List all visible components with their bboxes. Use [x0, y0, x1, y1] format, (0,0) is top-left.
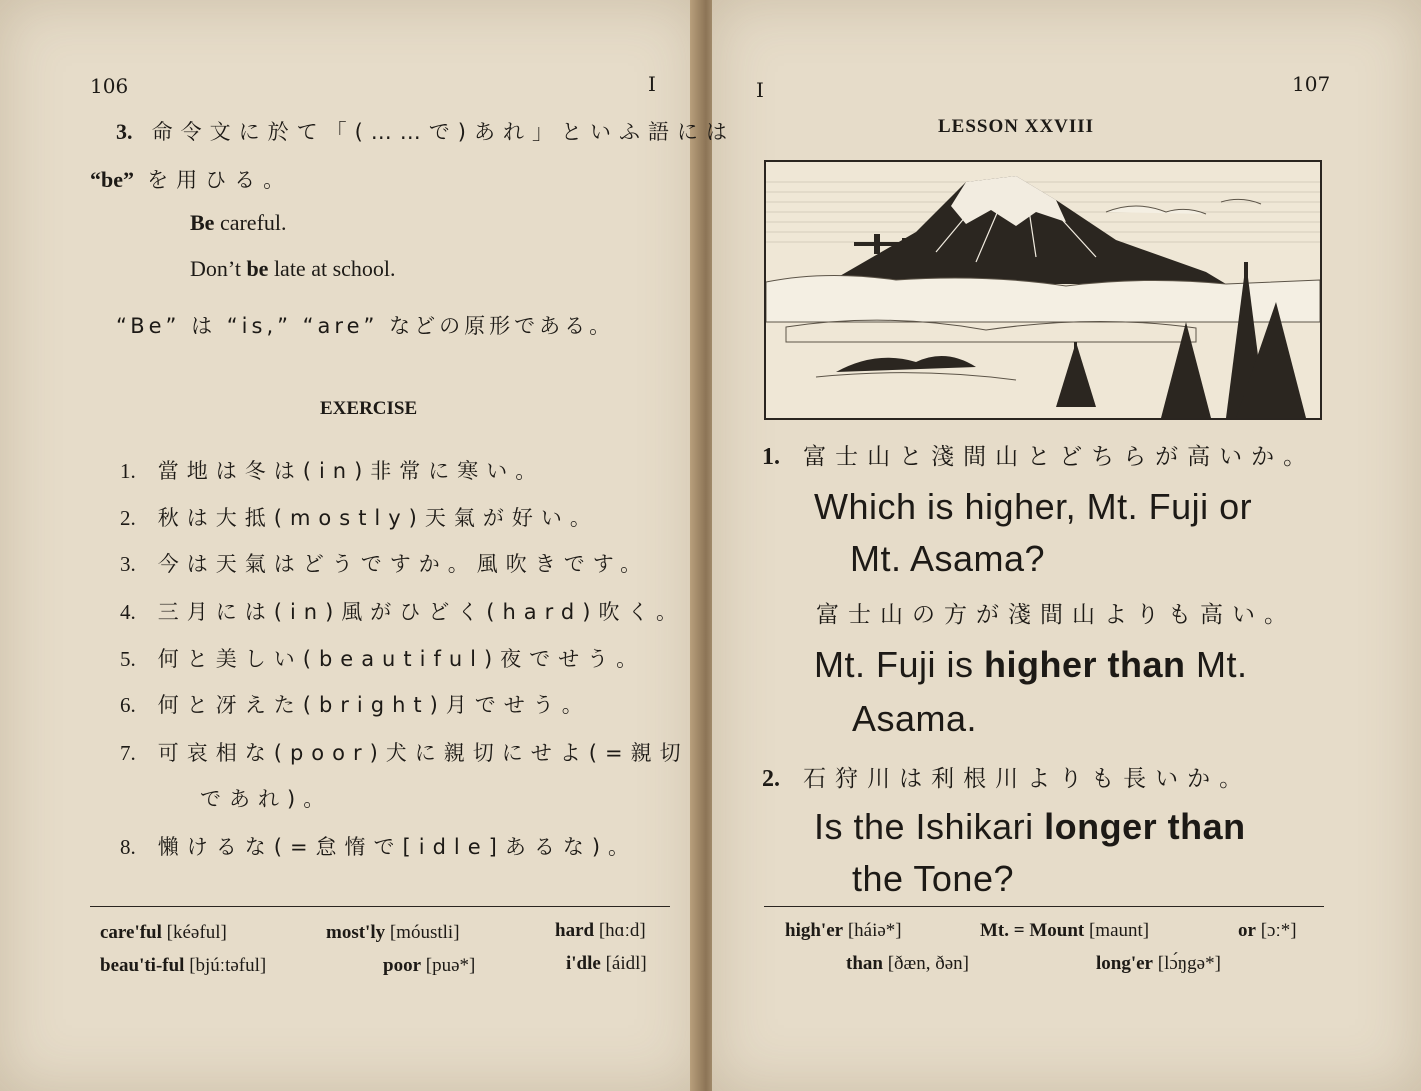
answer-bold: higher than — [984, 644, 1186, 685]
vocab-pron: [ɔː*] — [1260, 920, 1297, 941]
vocab-word: care'ful — [100, 922, 162, 943]
item-1-question-en-1: Which is higher, Mt. Fuji or — [814, 486, 1253, 527]
vocab-word: beau'ti-ful — [100, 955, 185, 976]
vocab-entry — [383, 955, 475, 977]
item-1-question-en-2: Mt. Asama? — [850, 538, 1046, 579]
section-number: 3. — [116, 119, 133, 144]
item-number: 3. — [120, 552, 136, 576]
item-2-question-en-2: the Tone? — [852, 858, 1014, 899]
vocab-entry — [785, 920, 902, 942]
vocab-word: most'ly — [326, 922, 386, 943]
item-2-question-en-1 — [814, 806, 1246, 848]
vocab-entry — [980, 920, 1149, 942]
vocab-pron: [háiə*] — [847, 920, 902, 941]
vocab-entry — [1096, 953, 1221, 975]
vocab-pron: [maunt] — [1088, 920, 1150, 941]
item-number: 4. — [120, 600, 136, 624]
item-2-question-jp — [762, 760, 1251, 793]
exercise-item — [120, 455, 544, 485]
item-number: 2. — [762, 766, 780, 792]
vocab-pron: [áidl] — [605, 953, 647, 974]
section-3-line2 — [90, 164, 292, 194]
exercise-item — [120, 643, 645, 673]
item-1-question-jp — [762, 438, 1315, 471]
lesson-title: LESSON XXVIII — [938, 116, 1095, 137]
item-number: 1. — [120, 459, 136, 483]
right-running-head: I — [756, 78, 764, 102]
example-2-post: late at school. — [273, 256, 396, 281]
item-1-answer-en-2: Asama. — [852, 698, 978, 739]
vocab-entry — [1238, 920, 1297, 942]
vocab-word: poor — [383, 955, 421, 976]
exercise-item — [120, 596, 685, 626]
right-page-number: 107 — [1292, 72, 1331, 96]
vocab-word: or — [1238, 920, 1256, 941]
item-text: 何と冴えた(bright)月でせう。 — [157, 693, 591, 717]
exercise-item — [120, 831, 637, 861]
question-pre: Is the Ishikari — [814, 806, 1034, 847]
be-note: “Be” は “is,” “are” などの原形である。 — [116, 314, 615, 338]
vocab-pron: [móustli] — [389, 922, 460, 943]
vocab-entry — [555, 920, 646, 942]
vocab-entry — [100, 922, 227, 944]
exercise-item — [120, 737, 689, 767]
exercise-item — [120, 548, 649, 578]
item-text: 何と美しい(beautiful)夜でせう。 — [157, 647, 646, 671]
item-number: 6. — [120, 693, 136, 717]
item-1-answer-en-1 — [814, 644, 1248, 686]
vocab-word: hard — [555, 920, 595, 941]
vocab-pron: [puə*] — [425, 955, 476, 976]
exercise-item — [120, 502, 599, 532]
item-number: 8. — [120, 835, 136, 859]
vocab-word: long'er — [1096, 953, 1153, 974]
example-1 — [190, 210, 287, 236]
vocab-word: than — [846, 953, 883, 974]
vocab-entry — [566, 953, 647, 975]
item-number: 1. — [762, 444, 780, 470]
footnote-rule — [764, 906, 1324, 907]
vocab-pron: [bjúːtəful] — [189, 955, 267, 976]
vocab-word: Mt. = Mount — [980, 920, 1085, 941]
vocab-entry — [100, 955, 266, 977]
vocab-word: i'dle — [566, 953, 601, 974]
item-text: 秋は大抵(mostly)天氣が好い。 — [157, 506, 599, 530]
item-text: 石狩川は利根川よりも長いか。 — [803, 766, 1252, 792]
answer-pre: Mt. Fuji is — [814, 644, 974, 685]
item-text: 可哀相な(poor)犬に親切にせよ(=親切 — [157, 741, 689, 765]
be-explanation: を用ひる。 — [147, 168, 293, 192]
answer-post: Mt. — [1196, 644, 1248, 685]
item-text: 今は天氣はどうですか。風吹きです。 — [157, 552, 650, 576]
item-number: 2. — [120, 506, 136, 530]
item-1-answer-jp: 富士山の方が淺間山よりも高い。 — [816, 602, 1296, 628]
vocab-pron: [lɔ́ŋgə*] — [1157, 953, 1221, 974]
left-page-number: 106 — [90, 74, 129, 98]
section-3-line1 — [116, 116, 735, 146]
exercise-heading: EXERCISE — [320, 398, 418, 419]
vocab-word: high'er — [785, 920, 844, 941]
item-number: 5. — [120, 647, 136, 671]
item-text: 懶けるな(=怠惰で[idle]あるな)。 — [157, 835, 638, 859]
section-text: 命令文に於て「(……で)あれ」といふ語には — [151, 120, 735, 144]
example-2-pre: Don’t — [190, 256, 241, 281]
example-2-bold: be — [246, 256, 269, 281]
be-quote: “be” — [90, 167, 134, 192]
vocab-entry — [846, 953, 969, 975]
item-number: 7. — [120, 741, 136, 765]
exercise-item-continuation: であれ)。 — [200, 787, 333, 811]
item-text: 富士山と淺間山とどちらが高いか。 — [803, 444, 1316, 470]
mount-fuji-illustration — [764, 160, 1322, 420]
exercise-item — [120, 689, 591, 719]
vocab-pron: [kéəful] — [166, 922, 227, 943]
vocab-pron: [ðæn, ðən] — [887, 953, 969, 974]
example-1-rest: careful. — [219, 210, 287, 235]
vocab-entry — [326, 922, 460, 944]
example-2 — [190, 256, 396, 282]
item-text: 當地は冬は(in)非常に寒い。 — [157, 459, 545, 483]
item-text: 三月には(in)風がひどく(hard)吹く。 — [157, 600, 686, 624]
example-1-bold: Be — [190, 210, 215, 235]
left-running-head: I — [648, 72, 656, 96]
vocab-pron: [hɑːd] — [598, 920, 646, 941]
question-bold: longer than — [1044, 806, 1246, 847]
footnote-rule — [90, 906, 670, 907]
